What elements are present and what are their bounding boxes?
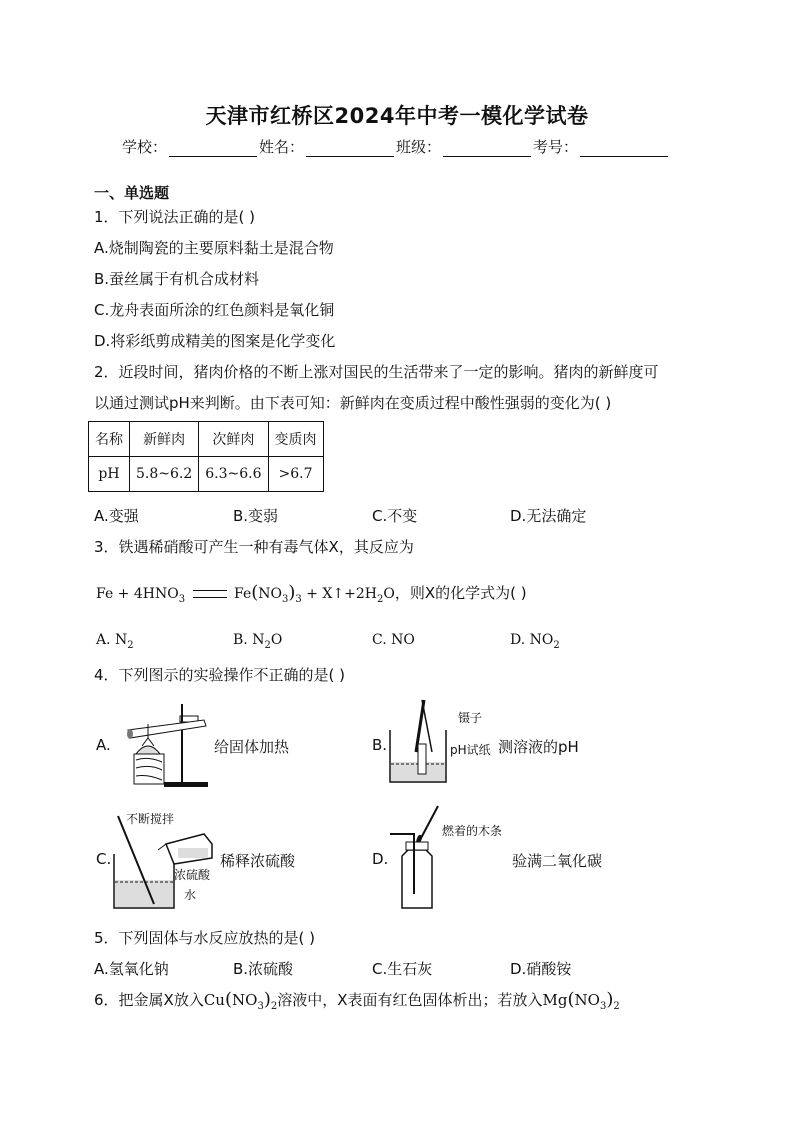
eq-h2o: +2H [344,586,377,602]
q4-b-letter: B. [372,736,388,754]
q1-option-b: B.蚕丝属于有机合成材料 [94,270,260,288]
co2-check-figure [386,804,456,914]
q5-option-d: D.硝酸铵 [510,960,572,978]
q4-stem: 4．下列图示的实验操作不正确的是( ) [94,666,346,684]
formula-mg: Mg [542,991,568,1009]
q2-stem-line1: 2．近段时间，猪肉价格的不断上涨对国民的生活带来了一定的影响。猪肉的新鲜度可 [94,363,659,381]
eq-no3: NO [258,586,282,602]
exam-no-blank[interactable] [580,140,668,157]
q2-option-d: D.无法确定 [510,507,587,525]
q6-text: 溶液中，X表面有红色固体析出；若放入 [277,991,543,1009]
class-blank[interactable] [443,140,531,157]
name-blank[interactable] [306,140,394,157]
eq-sub: 3 [178,593,186,605]
q3-equation: $Fe + 4HNO_3$ $Fe(NO_3)_3$ + $X↑+2H_2O$，则X的化学式为( ) [96,582,527,605]
q5-stem: 5．下列固体与水反应放热的是( ) [94,929,316,947]
q6-stem: 6．把金属X放入$Cu(NO_3)_2$溶液中，X表面有红色固体析出；若放入$Mg(NO_3)_2$ [94,989,620,1012]
q1-option-c: C.龙舟表面所涂的红色颜料是氧化铜 [94,301,335,319]
eq-sub: 3 [295,593,302,605]
class-label: 班级： [396,138,442,156]
table-cell: 次鲜肉 [199,422,268,457]
eq-equals-sign [193,590,227,598]
table-cell: 6.3~6.6 [199,457,268,492]
q3-option-c: C. NO [372,632,415,648]
eq-sub: 3 [282,593,289,605]
stir-label: 不断搅拌 [126,812,175,826]
eq-sub: 2 [376,593,384,605]
q2-stem-line2: 以通过测试pH来判断。由下表可知：新鲜肉在变质过程中酸性强弱的变化为( ) [94,394,612,412]
eq-tail: ，则X的化学式为( ) [394,584,527,602]
exam-no-label: 考号： [533,138,579,156]
table-row [89,457,324,492]
formula-no3: NO [232,991,258,1009]
table-cell: 名称 [89,422,130,457]
q1-option-a: A.烧制陶瓷的主要原料黏土是混合物 [94,239,334,257]
q5-option-c: C.生石灰 [372,960,433,978]
q3-stem: 3．铁遇稀硝酸可产生一种有毒气体X，其反应为 [94,538,414,556]
table-cell: 5.8~6.2 [130,457,199,492]
q6-text: 6．把金属X放入 [94,991,204,1009]
heating-solid-figure [112,694,216,790]
q4-d-caption: 验满二氧化碳 [512,852,603,870]
name-label: 姓名： [259,138,305,156]
ph-paper-label: pH试纸 [450,743,491,757]
measure-ph-figure [386,696,456,788]
eq-reactants: Fe + 4HNO [96,586,179,602]
school-blank[interactable] [169,140,257,157]
q2-option-a: A.变强 [94,507,139,525]
q5-option-b: B.浓硫酸 [233,960,294,978]
eq-fe: Fe [234,586,252,602]
q4-a-letter: A. [96,736,111,754]
q5-option-a: A.氢氧化钠 [94,960,169,978]
q3-option-b: B. $N_2O$ [233,632,283,651]
q4-b-caption: 测溶液的pH [498,738,579,756]
q3-option-d: D. $NO_2$ [510,632,560,651]
tweezers-label: 镊子 [458,711,483,725]
table-cell: 变质肉 [268,422,323,457]
formula-no3: NO [574,991,600,1009]
table-cell: >6.7 [268,457,323,492]
table-cell: 新鲜肉 [130,422,199,457]
formula-cu: Cu [203,991,225,1009]
eq-o: O [383,586,395,602]
student-info-line [122,136,670,157]
eq-x: + X [306,586,333,602]
q1-option-d: D.将彩纸剪成精美的图案是化学变化 [94,332,336,350]
school-label: 学校： [122,138,168,156]
q2-option-c: C.不变 [372,507,418,525]
gas-arrow-icon: ↑ [332,586,345,602]
acid-label: 浓硫酸 [174,868,211,882]
water-label: 水 [184,888,197,902]
q1-stem: 1．下列说法正确的是( ) [94,208,256,226]
section-heading: 一、单选题 [94,184,170,202]
page-title: 天津市红桥区2024年中考一模化学试卷 [205,104,589,128]
q4-c-caption: 稀释浓硫酸 [220,852,296,870]
stick-label: 燃着的木条 [442,824,503,838]
q4-c-letter: C. [96,850,112,868]
q4-a-caption: 给固体加热 [214,738,290,756]
q2-option-b: B.变弱 [233,507,279,525]
q3-option-a: A. $N_2$ [96,632,134,651]
table-cell: pH [89,457,130,492]
q4-d-letter: D. [372,850,389,868]
ph-table [88,421,324,492]
table-row [89,422,324,457]
